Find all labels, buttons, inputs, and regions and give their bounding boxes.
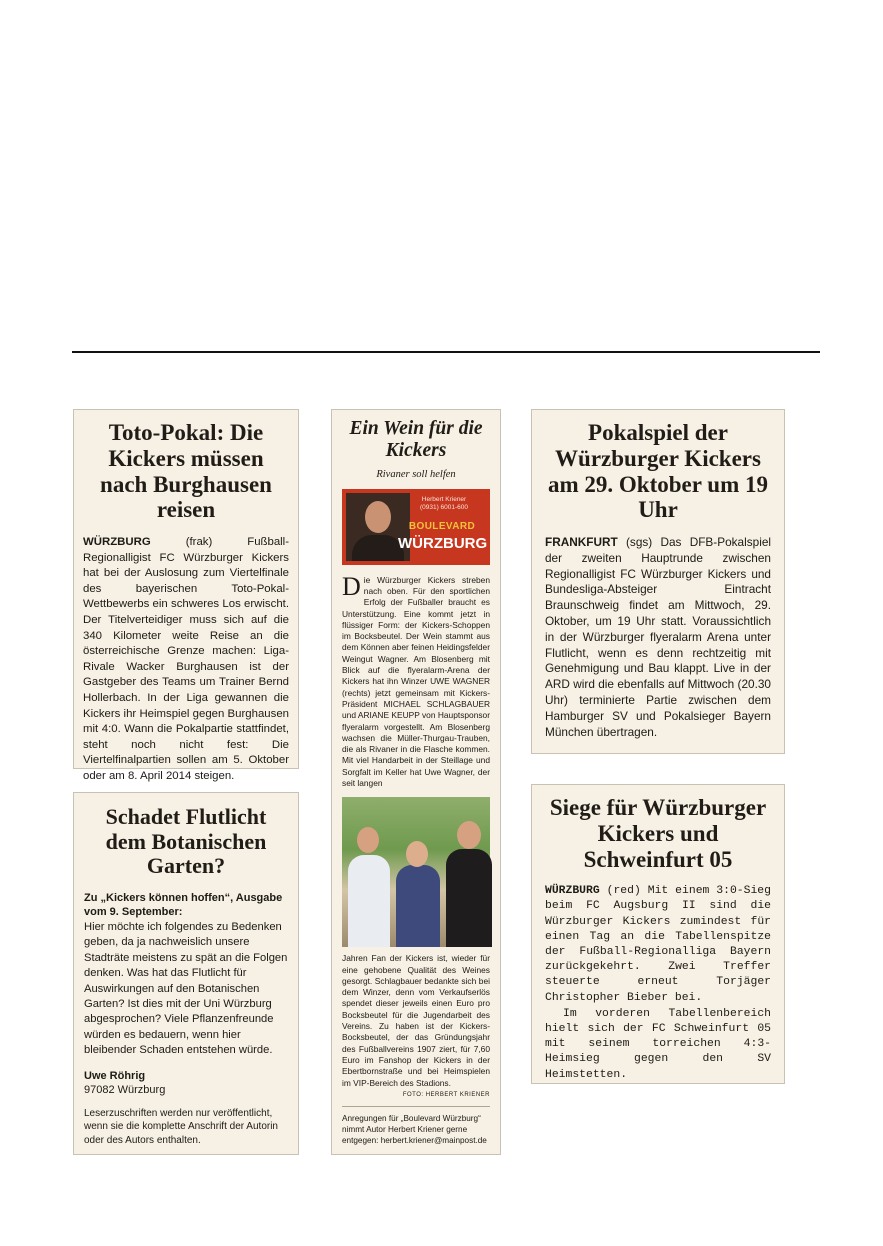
photo-credit: FOTO: HERBERT KRIENER: [402, 1091, 490, 1098]
article-body: [545, 535, 771, 740]
banner-city: WÜRZBURG: [398, 534, 488, 552]
column-banner: [342, 489, 490, 565]
clipping-headline: Siege für Würzburger Kickers und Schweinfurt 05: [549, 795, 767, 872]
article-photo: [342, 797, 490, 947]
letter-reference: Zu „Kickers können hoffen“, Ausgabe vom 9. September:: [84, 891, 283, 918]
dateline: WÜRZBURG: [545, 885, 600, 898]
dateline: WÜRZBURG: [83, 536, 151, 548]
photo-person-right: [446, 849, 492, 947]
author-place: 97082 Würzburg: [84, 1083, 166, 1096]
clipping-wein: [331, 409, 501, 1155]
article-text: (frak) Fußball-Regionalligist FC Würzburger Kickers hat bei der Auslosung zum Viertelfinale des bayerischen Toto-Pokal-Wettbewerbs ein schweres Los erwischt. Der Titelverteidiger muss sich auf die 340 Kilometer weite Reise an die österreichische Grenze machen: Liga-Rivale Wacker Burghausen ist der Gastgeber des Teams um Trainer Bernd Hollerbach. In der Liga gewannen die Kickers ihr Heimspiel gegen Burghausen mit 4:0. Wann die Pokalpartie stattfindet, steht noch nicht fest: Die Viertelfinalpartien sollen am 5. Oktober oder am 8. April 2014 steigen.: [83, 536, 290, 782]
article-paragraph-2: Im vorderen Tabellenbereich hielt sich der FC Schweinfurt 05 mit seinem torreichen 4:3-Heimsieg gegen den SV Heimstetten.: [545, 1007, 771, 1081]
banner-boulevard: BOULEVARD: [408, 520, 476, 532]
article-text: (sgs) Das DFB-Pokalspiel der zweiten Hauptrunde zwischen Regionalligist FC Würzburger Kickers und Bundesliga-Absteiger Eintracht Braunschweig findet am Mittwoch, 29. Oktober, um 19 Uhr statt. Voraussichtlich in der Würzburger flyeralarm Arena unter Flutlicht, wenn es denn rechtzeitig mit Genehmigung und Bau klappt. Live in der ARD wird die ebenfalls auf Mittwoch (20.30 Uhr) terminierte Partie zwischen dem Hamburger SV und Pokalsieger Bayern München übertragen.: [545, 535, 772, 739]
letter-author: [84, 1069, 288, 1097]
dateline: FRANKFURT: [545, 535, 618, 549]
editorial-note: Leserzuschriften werden nur veröffentlicht, wenn sie die komplette Anschrift der Autorin oder des Autors enthalten.: [84, 1107, 278, 1146]
clipping-pokalspiel: [531, 409, 785, 754]
letter-text: Hier möchte ich folgendes zu Bedenken geben, da ja nachweislich unsere Stadträte meistens zu spät an die Folgen denken. Was hat das Flutlicht für Auswirkungen auf den Botanischen Garten? Ist dies mit der Uni Würzburg abgesprochen? Viele Pflanzenfreunde würden es bedauern, wenn hier bleibender Schaden entstehen würde.: [84, 920, 288, 1057]
contact-note: Anregungen für „Boulevard Würzburg“ nimmt Autor Herbert Kriener gerne entgegen: herbert.kriener@mainpost.de: [342, 1106, 490, 1146]
photo-head-center: [406, 841, 428, 867]
photo-head-right: [457, 821, 481, 849]
clipping-headline: Pokalspiel der Würzburger Kickers am 29. Oktober um 19 Uhr: [548, 420, 768, 523]
clipping-subtitle: Rivaner soll helfen: [376, 468, 456, 480]
article-body-continued: Jahren Fan der Kickers ist, wieder für eine gehobene Qualität des Weines gesorgt. Schlagbauer bedankte sich bei dem Winzer, denn vom Verkaufserlös spendet dieser jeweils einen Euro pro Bocksbeutel für die Jugendarbeit des Vereins. Zu haben ist der Kickers-Bocksbeutel, der das Gründungsjahr des Fußballvereins 1907 ziert, für 7,60 Euro im Fanshop der Kickers in der Ebertbornstraße und bei Heimspielen im VIP-Bereich des Stadions.: [342, 953, 490, 1088]
photo-person-center: [396, 865, 440, 947]
portrait-body: [352, 535, 404, 561]
clipping-headline: Toto-Pokal: Die Kickers müssen nach Burghausen reisen: [100, 420, 272, 523]
clipping-leserbrief: [73, 792, 299, 1155]
banner-author: [404, 496, 484, 512]
clipping-headline: Ein Wein für die Kickers: [349, 418, 483, 461]
portrait-face: [365, 501, 391, 533]
horizontal-rule: [72, 351, 820, 353]
article-body: [83, 535, 289, 785]
article-body: [342, 571, 490, 790]
article-body: [545, 884, 771, 1006]
article-text: ie Würzburger Kickers streben nach oben. Für den sportlichen Erfolg der Fußballer braucht es Unterstützung. Eine kommt jetzt in flüssiger Form: der Kickers-Schoppen im Bocksbeutel. Der Wein stammt aus dem Können aber feinen Heidingsfelder Weingut Wagner. Am Blosenberg mit Blick auf die flyeralarm-Arena der Kickers hat ihn Winzer UWE WAGNER (rechts) jetzt gemeinsam mit Kickers-Präsident MICHAEL SCHLAGBAUER und ARIANE KEUPP von Hauptsponsor flyeralarm vorgestellt. Am Blosenberg wachsen die Müller-Thurgau-Trauben, die als Rivaner in die Flasche kommen. Mit viel Handarbeit in der Steillage und Sorgfalt im Keller hat Uwe Wagner, der seit langen: [342, 574, 490, 788]
banner-phone: (0931) 6001-600: [419, 503, 469, 511]
clipping-siege: [531, 784, 785, 1084]
author-name: Uwe Röhrig: [84, 1069, 146, 1082]
clipping-toto-pokal: [73, 409, 299, 782]
photo-person-left: [348, 855, 390, 947]
banner-author-name: Herbert Kriener: [421, 495, 467, 503]
clipping-headline: Schadet Flutlicht dem Botanischen Garten?: [105, 804, 267, 879]
drop-cap: D: [342, 571, 361, 601]
photo-head-left: [357, 827, 379, 853]
article-text: (red) Mit einem 3:0-Sieg beim FC Augsburg II sind die Würzburger Kickers zumindest für einen Tag an die Tabellenspitze der Fußball-Regionalliga Bayern zurückgekehrt. Zwei Treffer steuerte erneut Torjäger Christopher Bieber bei.: [545, 885, 771, 1004]
